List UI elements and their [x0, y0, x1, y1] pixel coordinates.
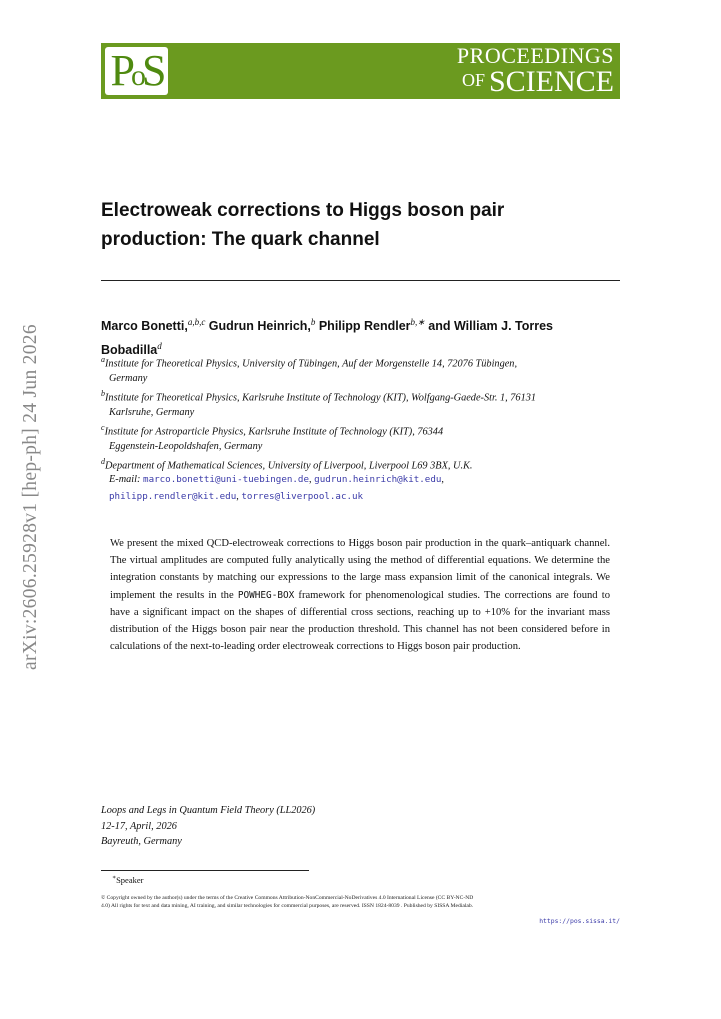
- email-link[interactable]: marco.bonetti@uni-tuebingen.de: [143, 474, 309, 485]
- author: and William J. Torres Bobadilla: [101, 319, 553, 358]
- title-rule: [101, 280, 620, 281]
- proceedings-label: PROCEEDINGS: [456, 43, 614, 68]
- of-science-label: $^{OF}$ SCIENCE: [461, 65, 614, 98]
- affiliation-b: $^b$Institute for Theoretical Physics, Karlsruhe Institute of Technology (KIT), Wolfgang-Gaede-Str. 1, 76131 Karlsruhe, Germany: [101, 389, 537, 419]
- conference-name: Loops and Legs in Quantum Field Theory (LL2026): [101, 805, 316, 816]
- pos-logo-text: PoS: [110, 46, 163, 95]
- arxiv-stamp: [20, 290, 50, 670]
- author: Philipp Rendler: [315, 319, 411, 334]
- email-block: E-mail: marco.bonetti@uni-tuebingen.de, gudrun.heinrich@kit.edu, philipp.rendler@kit.edu, torres@liverpool.ac.uk: [109, 474, 444, 502]
- code-name: POWHEG-BOX: [237, 589, 295, 601]
- affiliation-d: $^d$Department of Mathematical Sciences, University of Liverpool, Liverpool L69 3BX, U.K.: [101, 457, 473, 472]
- conference-dates: 12-17, April, 2026: [101, 820, 177, 832]
- author: Marco Bonetti,: [101, 319, 188, 334]
- affiliation-a: $^a$Institute for Theoretical Physics, University of Tübingen, Auf der Morgenstelle 14, 72076 Tübingen, Germany: [101, 355, 518, 385]
- pos-logo: [105, 47, 168, 95]
- footnote: ∗Speaker: [112, 874, 144, 885]
- pos-url-link[interactable]: https://pos.sissa.it/: [539, 917, 620, 925]
- email-label: E-mail:: [109, 474, 141, 485]
- paper-title: Electroweak corrections to Higgs boson pair production: The quark channel: [101, 200, 505, 250]
- conference-info: [101, 803, 315, 850]
- pos-banner: [101, 43, 620, 99]
- email-link[interactable]: torres@liverpool.ac.uk: [241, 491, 364, 502]
- author: Gudrun Heinrich,: [205, 319, 311, 334]
- arxiv-stamp-text: arXiv:2606.25928v1 [hep-ph] 24 Jun 2026: [20, 324, 41, 670]
- email-link[interactable]: gudrun.heinrich@kit.edu: [314, 474, 442, 485]
- author-list: Marco Bonetti,$^{a,b,c}$ Gudrun Heinrich,$^b$ Philipp Rendler$^{b,∗}$ and William J. Torres Bobadilla$^d$: [101, 317, 553, 358]
- copyright-notice: © Copyright owned by the author(s) under the terms of the Creative Commons Attribution-NonCommercial-NoDerivatives 4.0 International License (CC BY-NC-ND 4.0) All rights for text and data mining, AI training, and similar technologies for commercial purposes, are reserved. ISSN 1824-8039 . Published by SISSA Medialab.: [101, 895, 474, 909]
- affiliation-c: $^c$Institute for Astroparticle Physics, Karlsruhe Institute of Technology (KIT), 76344 Eggenstein-Leopoldshafen, Germany: [101, 423, 444, 453]
- footnote-rule: [101, 870, 309, 871]
- conference-place: Bayreuth, Germany: [101, 836, 182, 847]
- abstract: We present the mixed QCD-electroweak corrections to Higgs boson pair production in the quark–antiquark channel. The virtual amplitudes are computed fully analytically using the method of differential equations. We determine the integration constants by matching our expressions to the large mass expansion limit of the canonical integrals. We implement the results in the POWHEG-BOX framework for phenomenological studies. The corrections are found to have a significant impact on the shapes of differential cross sections, reaching up to +10% for the invariant mass distribution of the Higgs boson pair near the production threshold. This channel has not been considered before in calculations of the next-to-leading order electroweak corrections to Higgs boson pair production.: [110, 538, 610, 653]
- email-link[interactable]: philipp.rendler@kit.edu: [109, 491, 237, 502]
